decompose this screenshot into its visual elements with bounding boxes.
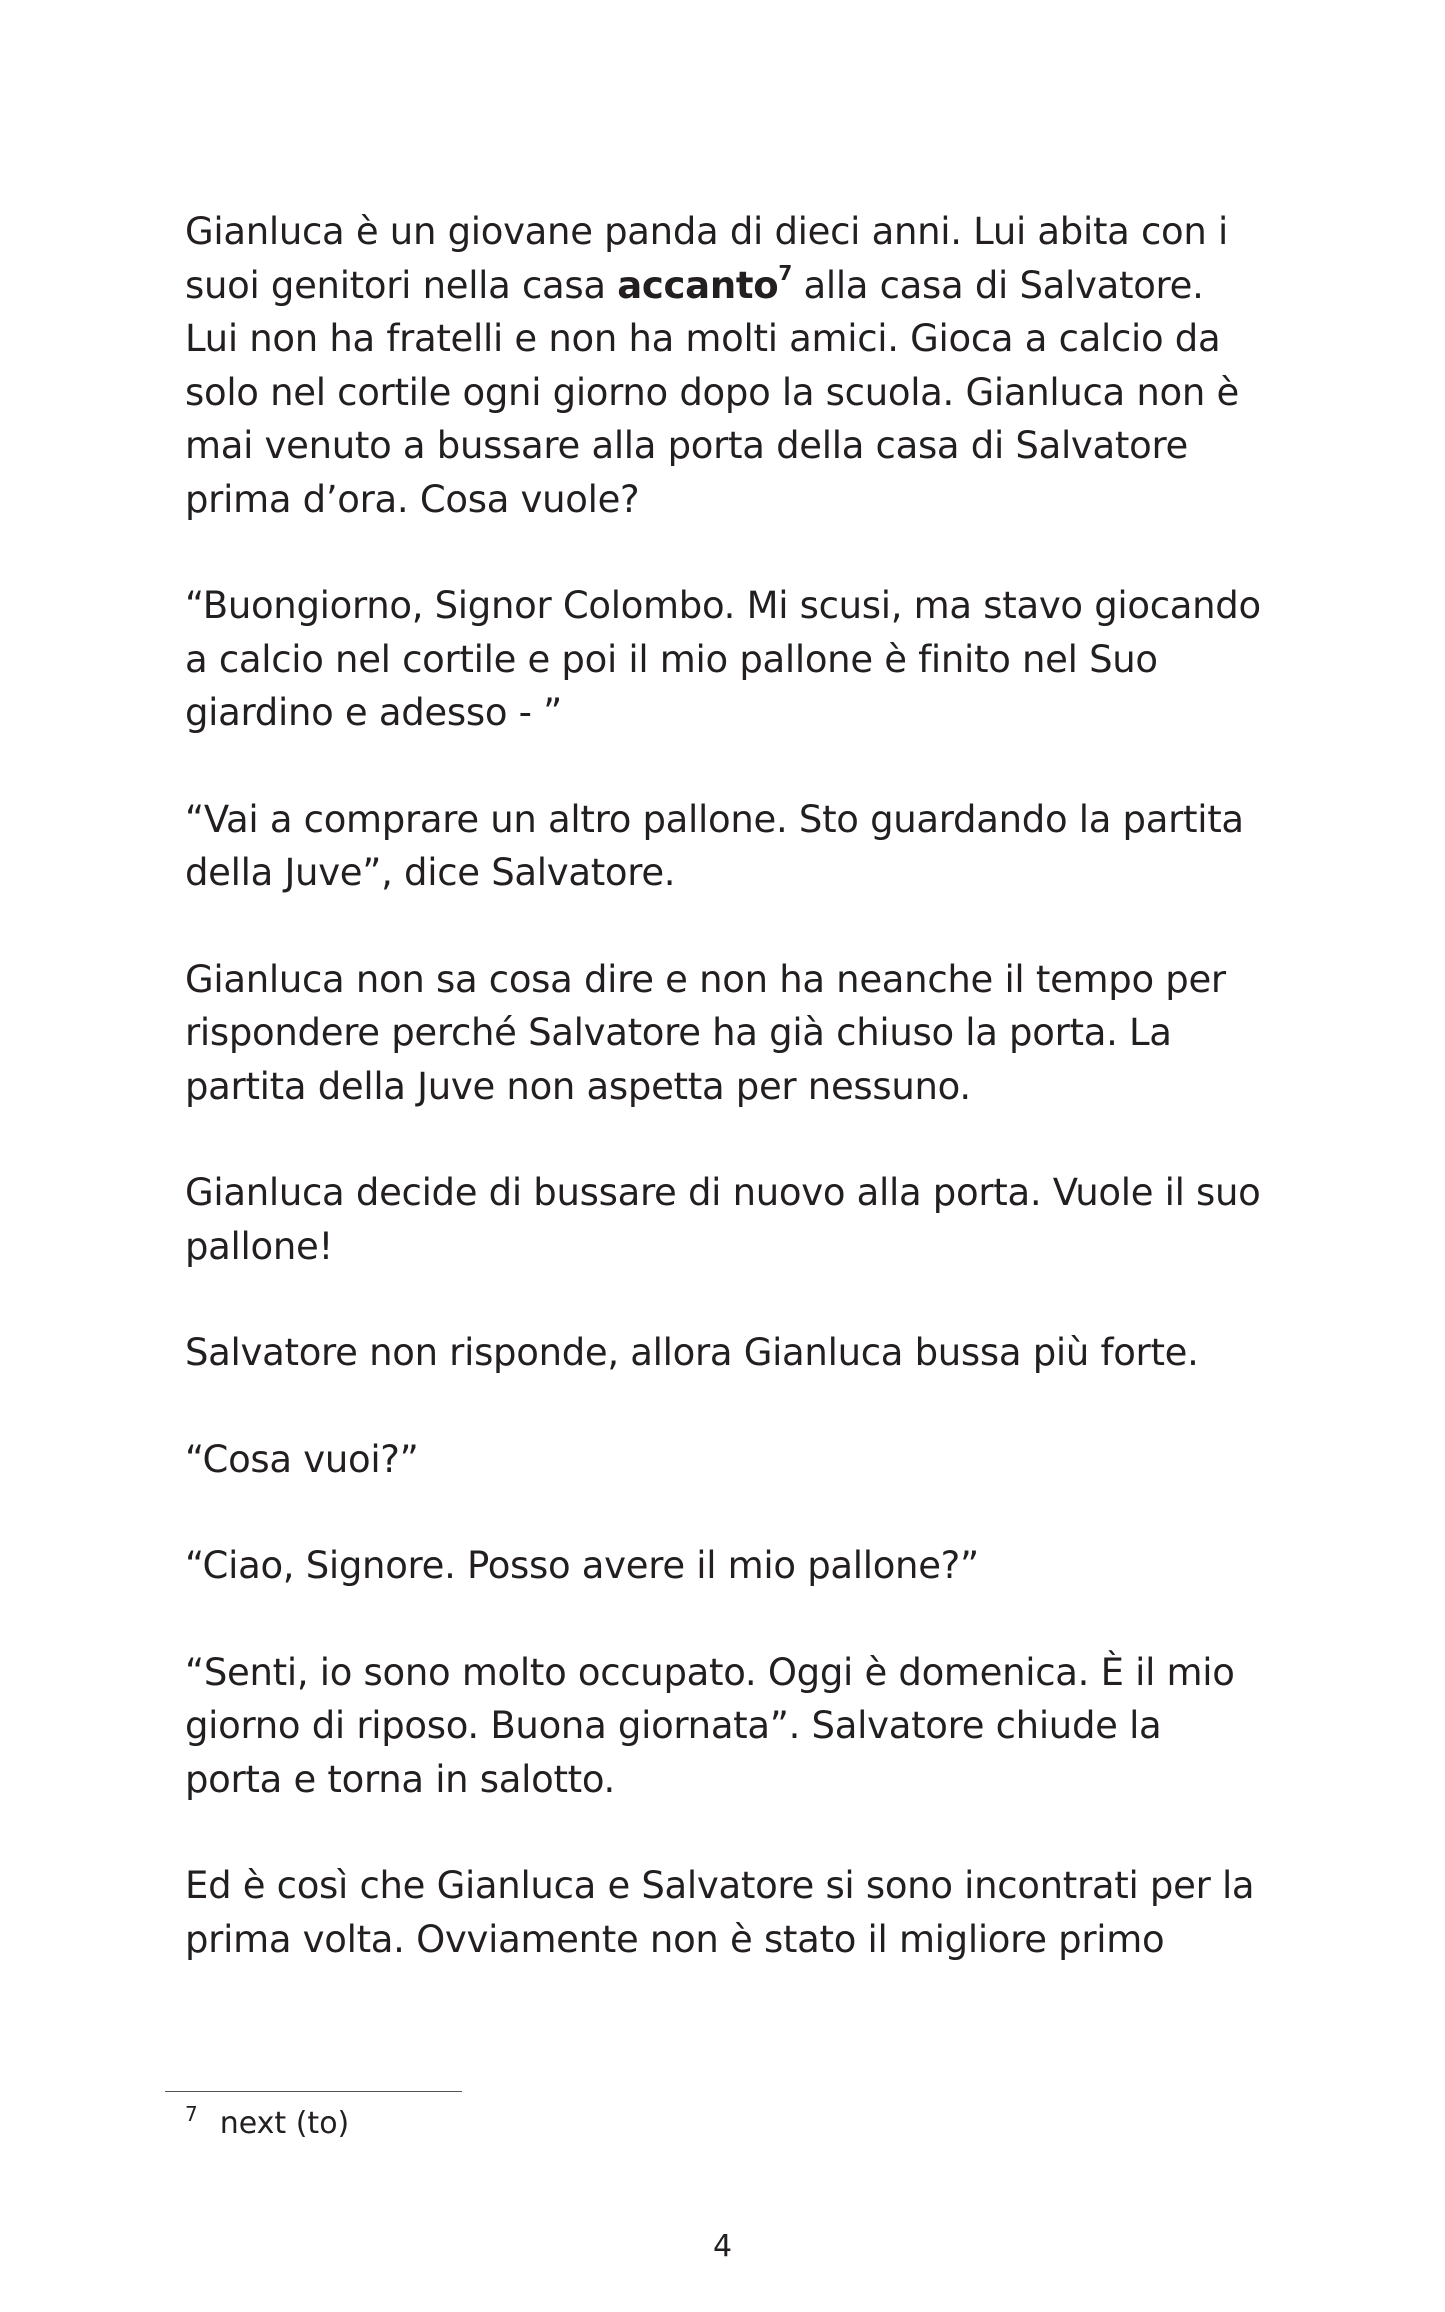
paragraph-3: “Vai a comprare un altro pallone. Sto guardando la partita della Juve”, dice Salvatore. xyxy=(185,797,1244,894)
footnote-divider xyxy=(165,2091,462,2092)
paragraph-7: “Cosa vuoi?” xyxy=(185,1437,419,1481)
paragraph-6: Salvatore non risponde, allora Gianluca bussa più forte. xyxy=(185,1331,1199,1374)
glossary-term: accanto xyxy=(617,263,779,307)
footnote xyxy=(185,2104,349,2144)
footnote-text: next (to) xyxy=(219,2106,350,2141)
paragraph-1-text-end: alla casa di Salvatore. Lui non ha fratelli e non ha molti amici. Gioca a calcio da solo nel cortile ogni giorno dopo la scuola. Gianluca non è mai venuto a bussare alla porta della casa di Salvatore prima d’ora. Cosa vuole? xyxy=(185,263,1239,521)
paragraph-4: Gianluca non sa cosa dire e non ha neanche il tempo per rispondere perché Salvatore ha già chiuso la porta. La partita della Juve non aspetta per nessuno. xyxy=(185,957,1226,1108)
paragraph-10: Ed è così che Gianluca e Salvatore si sono incontrati per la prima volta. Ovviamente non è stato il migliore primo xyxy=(185,1864,1255,1961)
paragraph-1 xyxy=(185,205,1265,526)
paragraph-5: Gianluca decide di bussare di nuovo alla porta. Vuole il suo pallone! xyxy=(185,1171,1261,1268)
footnote-number: 7 xyxy=(185,2102,198,2126)
body-text xyxy=(185,205,1265,1966)
paragraph-9: “Senti, io sono molto occupato. Oggi è domenica. È il mio giorno di riposo. Buona giornata”. Salvatore chiude la porta e torna in salotto. xyxy=(185,1650,1235,1801)
page-number: 4 xyxy=(712,2229,733,2264)
paragraph-8: “Ciao, Signore. Posso avere il mio pallone?” xyxy=(185,1544,979,1587)
paragraph-1-text-start: Gianluca è un giovane panda di dieci anni. Lui abita con i suoi genitori nella casa xyxy=(185,210,1228,307)
footnote-reference: 7 xyxy=(778,260,792,285)
paragraph-2: “Buongiorno, Signor Colombo. Mi scusi, ma stavo giocando a calcio nel cortile e poi il mio pallone è finito nel Suo giardino e adesso - ” xyxy=(185,584,1261,734)
